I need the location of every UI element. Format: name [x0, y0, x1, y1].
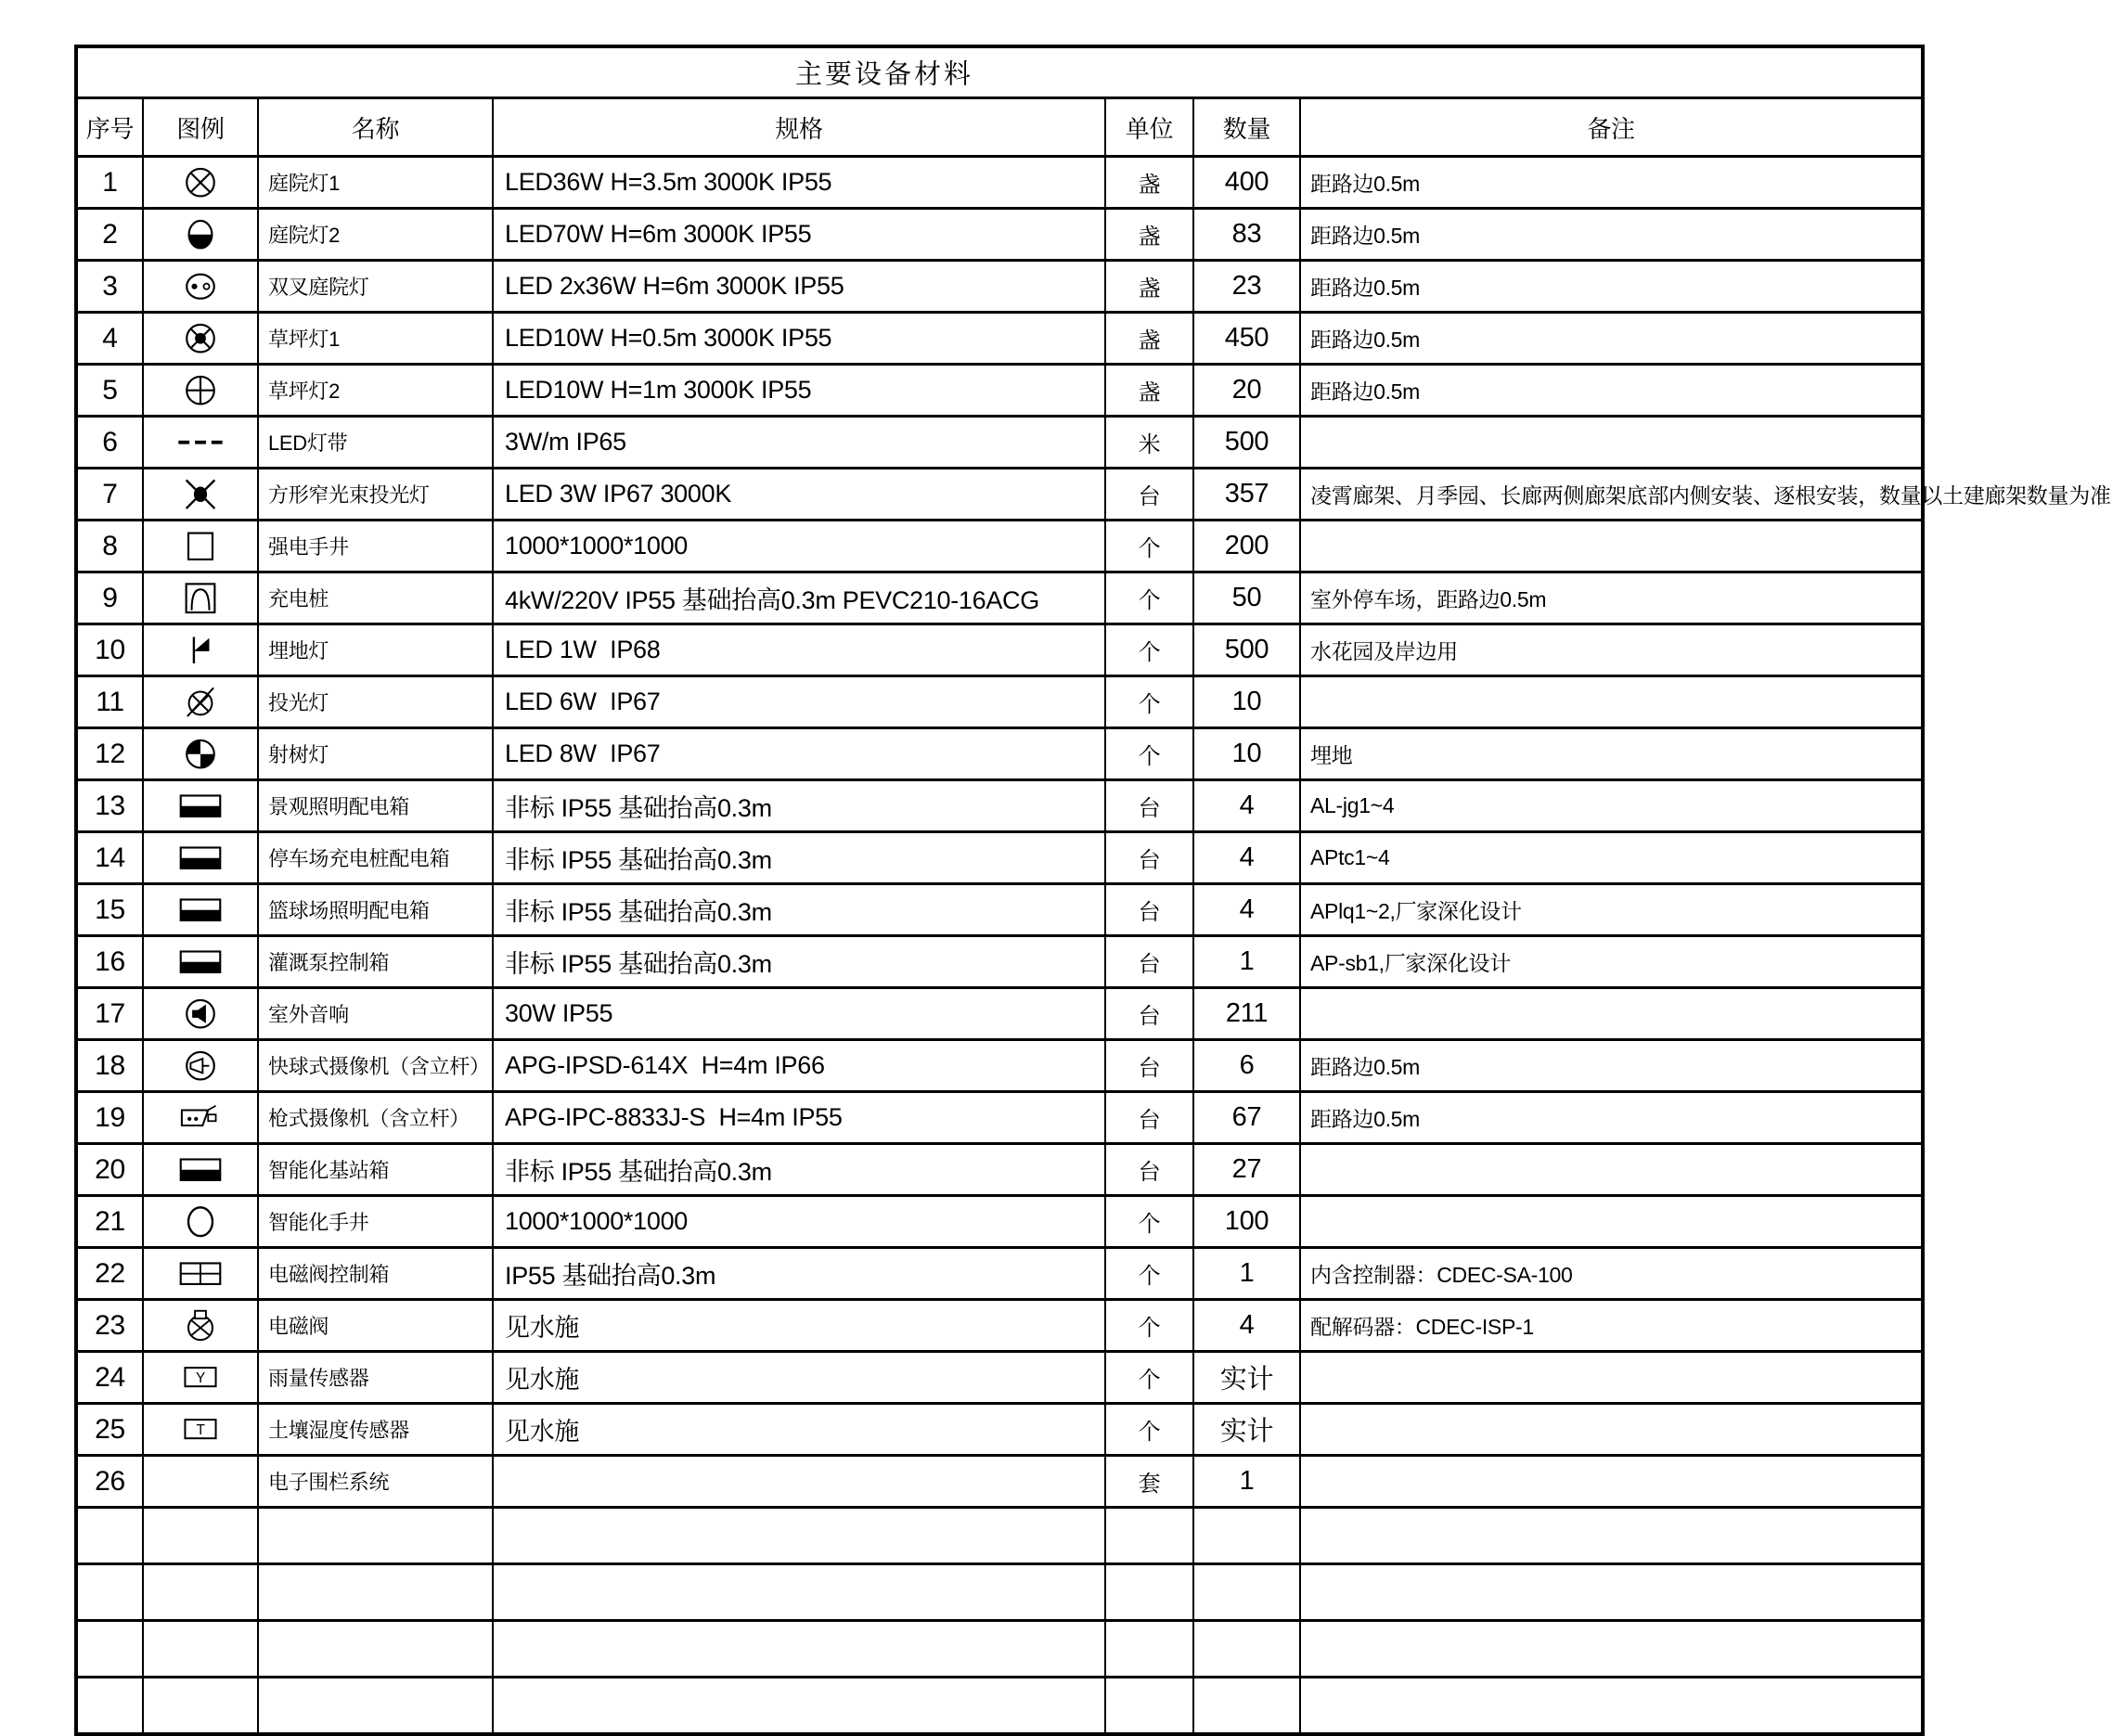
row-number — [76, 1621, 143, 1678]
table-row — [76, 417, 1923, 469]
row-number: 15 — [76, 884, 143, 936]
remark — [1300, 417, 1923, 469]
equipment-spec: APG-IPSD-614X H=4m IP66 — [493, 1040, 1105, 1092]
dome-camera-icon — [176, 1049, 225, 1082]
quadrant-circle-icon — [176, 738, 225, 770]
quantity: 500 — [1193, 624, 1300, 676]
svg-text:T: T — [196, 1421, 205, 1438]
legend-cell — [143, 1092, 258, 1144]
quantity: 100 — [1193, 1196, 1300, 1248]
unit: 个 — [1105, 1196, 1193, 1248]
row-number: 22 — [76, 1248, 143, 1300]
equipment-spec — [493, 1456, 1105, 1508]
unit — [1105, 1678, 1193, 1735]
quantity — [1193, 1508, 1300, 1564]
legend-cell — [143, 1248, 258, 1300]
quantity: 20 — [1193, 365, 1300, 417]
quantity: 211 — [1193, 988, 1300, 1040]
legend-cell — [143, 313, 258, 365]
remark: 配解码器：CDEC-ISP-1 — [1300, 1300, 1923, 1352]
equipment-name: 埋地灯 — [258, 624, 493, 676]
table-row — [76, 780, 1923, 832]
legend-cell — [143, 365, 258, 417]
remark: APlq1~2,厂家深化设计 — [1300, 884, 1923, 936]
crossed-circle-icon — [176, 166, 225, 199]
table-row — [76, 988, 1923, 1040]
row-number — [76, 1508, 143, 1564]
table-row — [76, 624, 1923, 676]
legend-cell — [143, 157, 258, 209]
quantity — [1193, 1564, 1300, 1621]
remark — [1300, 1404, 1923, 1456]
legend-cell — [143, 469, 258, 521]
row-number: 6 — [76, 417, 143, 469]
equipment-name: 快球式摄像机（含立杆） — [258, 1040, 493, 1092]
table-row — [76, 365, 1923, 417]
legend-cell — [143, 1678, 258, 1735]
legend-cell — [143, 1508, 258, 1564]
row-number: 1 — [76, 157, 143, 209]
quantity: 实计 — [1193, 1404, 1300, 1456]
legend-cell — [143, 261, 258, 313]
equipment-spec: LED36W H=3.5m 3000K IP55 — [493, 157, 1105, 209]
legend-cell — [143, 1196, 258, 1248]
grid-box-icon — [176, 1257, 225, 1290]
equipment-spec: 见水施 — [493, 1404, 1105, 1456]
equipment-name: 电磁阀 — [258, 1300, 493, 1352]
row-number: 4 — [76, 313, 143, 365]
row-number: 10 — [76, 624, 143, 676]
equipment-name: 庭院灯2 — [258, 209, 493, 261]
table-row — [76, 1404, 1923, 1456]
quantity: 500 — [1193, 417, 1300, 469]
equipment-name: 停车场充电桩配电箱 — [258, 832, 493, 884]
half-filled-box-icon — [176, 842, 225, 874]
quantity: 实计 — [1193, 1352, 1300, 1404]
quantity: 27 — [1193, 1144, 1300, 1196]
remark: 内含控制器：CDEC-SA-100 — [1300, 1248, 1923, 1300]
equipment-name — [258, 1564, 493, 1621]
unit: 台 — [1105, 1040, 1193, 1092]
table-row — [76, 676, 1923, 728]
unit: 台 — [1105, 936, 1193, 988]
table-row — [76, 1300, 1923, 1352]
row-number: 21 — [76, 1196, 143, 1248]
quantity: 357 — [1193, 469, 1300, 521]
remark: APtc1~4 — [1300, 832, 1923, 884]
equipment-spec: LED10W H=1m 3000K IP55 — [493, 365, 1105, 417]
unit: 台 — [1105, 780, 1193, 832]
legend-cell — [143, 1621, 258, 1678]
unit: 个 — [1105, 521, 1193, 572]
remark — [1300, 521, 1923, 572]
equipment-spec — [493, 1508, 1105, 1564]
equipment-name: 土壤湿度传感器 — [258, 1404, 493, 1456]
equipment-spec: 30W IP55 — [493, 988, 1105, 1040]
legend-cell — [143, 936, 258, 988]
equipment-schedule — [74, 45, 2111, 1736]
table-row — [76, 1248, 1923, 1300]
unit — [1105, 1508, 1193, 1564]
legend-cell — [143, 1352, 258, 1404]
legend-cell — [143, 676, 258, 728]
equipment-spec: IP55 基础抬高0.3m — [493, 1248, 1105, 1300]
table-row — [76, 1621, 1923, 1678]
half-filled-box-icon — [176, 945, 225, 978]
legend-cell — [143, 417, 258, 469]
legend-cell — [143, 988, 258, 1040]
table-row — [76, 1456, 1923, 1508]
equipment-name: 电子围栏系统 — [258, 1456, 493, 1508]
ellipse-icon — [176, 1205, 225, 1238]
row-number: 26 — [76, 1456, 143, 1508]
row-number: 14 — [76, 832, 143, 884]
row-number: 2 — [76, 209, 143, 261]
equipment-spec: 3W/m IP65 — [493, 417, 1105, 469]
quantity: 4 — [1193, 884, 1300, 936]
unit: 台 — [1105, 469, 1193, 521]
row-number: 12 — [76, 728, 143, 780]
table-row — [76, 1508, 1923, 1564]
equipment-spec: LED 8W IP67 — [493, 728, 1105, 780]
table-row — [76, 521, 1923, 572]
half-filled-box-icon — [176, 894, 225, 926]
quantity: 83 — [1193, 209, 1300, 261]
row-number: 23 — [76, 1300, 143, 1352]
table-row — [76, 469, 1923, 521]
equipment-spec: 非标 IP55 基础抬高0.3m — [493, 884, 1105, 936]
remark — [1300, 1621, 1923, 1678]
quantity: 4 — [1193, 780, 1300, 832]
remark — [1300, 1508, 1923, 1564]
crossed-circle-dot-icon — [176, 322, 225, 354]
remark: 距路边0.5m — [1300, 157, 1923, 209]
unit: 台 — [1105, 988, 1193, 1040]
unit: 个 — [1105, 1404, 1193, 1456]
remark: 距路边0.5m — [1300, 1040, 1923, 1092]
unit — [1105, 1621, 1193, 1678]
equipment-name: 充电桩 — [258, 572, 493, 624]
quantity: 450 — [1193, 313, 1300, 365]
table-row — [76, 1564, 1923, 1621]
col-header-remark: 备注 — [1300, 98, 1923, 157]
row-number: 16 — [76, 936, 143, 988]
equipment-spec: LED70W H=6m 3000K IP55 — [493, 209, 1105, 261]
equipment-name: 灌溉泵控制箱 — [258, 936, 493, 988]
remark — [1300, 1144, 1923, 1196]
equipment-name: 方形窄光束投光灯 — [258, 469, 493, 521]
remark — [1300, 1352, 1923, 1404]
legend-cell — [143, 1456, 258, 1508]
table-row — [76, 1144, 1923, 1196]
solenoid-valve-icon — [176, 1309, 225, 1342]
row-number: 8 — [76, 521, 143, 572]
svg-text:Y: Y — [196, 1370, 205, 1386]
legend-cell — [143, 832, 258, 884]
row-number: 5 — [76, 365, 143, 417]
row-number: 13 — [76, 780, 143, 832]
equipment-spec: 非标 IP55 基础抬高0.3m — [493, 780, 1105, 832]
equipment-spec: LED 2x36W H=6m 3000K IP55 — [493, 261, 1105, 313]
legend-cell — [143, 1404, 258, 1456]
remark — [1300, 1678, 1923, 1735]
unit: 台 — [1105, 1092, 1193, 1144]
col-header-unit: 单位 — [1105, 98, 1193, 157]
quantity: 23 — [1193, 261, 1300, 313]
legend-cell — [143, 1564, 258, 1621]
remark: 水花园及岸边用 — [1300, 624, 1923, 676]
quantity: 1 — [1193, 936, 1300, 988]
equipment-spec: 4kW/220V IP55 基础抬高0.3m PEVC210-16ACG — [493, 572, 1105, 624]
remark: 埋地 — [1300, 728, 1923, 780]
remark — [1300, 1564, 1923, 1621]
row-number: 18 — [76, 1040, 143, 1092]
table-title: 主要设备材料 — [794, 59, 974, 90]
square-icon — [176, 530, 225, 562]
half-filled-circle-icon — [176, 218, 225, 251]
unit: 台 — [1105, 832, 1193, 884]
plus-circle-icon — [176, 374, 225, 406]
unit: 台 — [1105, 1144, 1193, 1196]
equipment-spec — [493, 1564, 1105, 1621]
legend-cell — [143, 1040, 258, 1092]
equipment-name: 枪式摄像机（含立杆） — [258, 1092, 493, 1144]
equipment-name: 室外音响 — [258, 988, 493, 1040]
double-socket-circle-icon — [176, 270, 225, 302]
equipment-name — [258, 1508, 493, 1564]
remark — [1300, 1196, 1923, 1248]
unit: 个 — [1105, 676, 1193, 728]
unit: 盏 — [1105, 313, 1193, 365]
t-box-icon — [176, 1413, 225, 1446]
table-row — [76, 936, 1923, 988]
y-box-icon — [176, 1361, 225, 1394]
equipment-spec: APG-IPC-8833J-S H=4m IP55 — [493, 1092, 1105, 1144]
row-number: 9 — [76, 572, 143, 624]
row-number: 19 — [76, 1092, 143, 1144]
legend-cell — [143, 780, 258, 832]
remark: 距路边0.5m — [1300, 313, 1923, 365]
row-number: 20 — [76, 1144, 143, 1196]
equipment-spec: LED10W H=0.5m 3000K IP55 — [493, 313, 1105, 365]
legend-cell — [143, 624, 258, 676]
quantity — [1193, 1621, 1300, 1678]
equipment-spec: LED 1W IP68 — [493, 624, 1105, 676]
table-row — [76, 1092, 1923, 1144]
equipment-name: 智能化手井 — [258, 1196, 493, 1248]
remark: 室外停车场，距路边0.5m — [1300, 572, 1923, 624]
unit: 个 — [1105, 728, 1193, 780]
row-number: 24 — [76, 1352, 143, 1404]
table-row — [76, 261, 1923, 313]
remark: 凌霄廊架、月季园、长廊两侧廊架底部内侧安装、逐根安装，数量以土建廊架数量为准 — [1300, 469, 1923, 521]
unit: 个 — [1105, 1248, 1193, 1300]
equipment-spec: 1000*1000*1000 — [493, 1196, 1105, 1248]
equipment-name: 雨量传感器 — [258, 1352, 493, 1404]
equipment-name: 篮球场照明配电箱 — [258, 884, 493, 936]
table-row — [76, 209, 1923, 261]
row-number: 11 — [76, 676, 143, 728]
equipment-name: 智能化基站箱 — [258, 1144, 493, 1196]
unit: 个 — [1105, 1352, 1193, 1404]
unit: 盏 — [1105, 157, 1193, 209]
remark — [1300, 676, 1923, 728]
equipment-spec: 非标 IP55 基础抬高0.3m — [493, 936, 1105, 988]
bullet-camera-icon — [176, 1101, 225, 1134]
remark — [1300, 1456, 1923, 1508]
unit: 个 — [1105, 624, 1193, 676]
table-row — [76, 1352, 1923, 1404]
equipment-table — [74, 45, 2111, 1736]
unit: 个 — [1105, 1300, 1193, 1352]
half-filled-box-icon — [176, 790, 225, 822]
equipment-spec: LED 6W IP67 — [493, 676, 1105, 728]
quantity: 10 — [1193, 676, 1300, 728]
remark: 距路边0.5m — [1300, 209, 1923, 261]
table-row — [76, 1040, 1923, 1092]
quantity: 10 — [1193, 728, 1300, 780]
equipment-name: 电磁阀控制箱 — [258, 1248, 493, 1300]
speaker-circle-icon — [176, 997, 225, 1030]
row-number: 25 — [76, 1404, 143, 1456]
equipment-spec: 非标 IP55 基础抬高0.3m — [493, 832, 1105, 884]
equipment-spec: 非标 IP55 基础抬高0.3m — [493, 1144, 1105, 1196]
legend-cell — [143, 209, 258, 261]
table-row — [76, 572, 1923, 624]
table-row — [76, 884, 1923, 936]
slashed-crossed-circle-icon — [176, 686, 225, 718]
remark: 距路边0.5m — [1300, 365, 1923, 417]
equipment-name: LED灯带 — [258, 417, 493, 469]
legend-cell — [143, 1144, 258, 1196]
row-number: 3 — [76, 261, 143, 313]
row-number: 7 — [76, 469, 143, 521]
table-row — [76, 157, 1923, 209]
equipment-name: 强电手井 — [258, 521, 493, 572]
equipment-spec — [493, 1678, 1105, 1735]
col-header-legend: 图例 — [143, 98, 258, 157]
half-filled-box-icon — [176, 1153, 225, 1186]
unit: 台 — [1105, 884, 1193, 936]
equipment-spec: 1000*1000*1000 — [493, 521, 1105, 572]
equipment-name — [258, 1678, 493, 1735]
row-number — [76, 1678, 143, 1735]
legend-cell — [143, 884, 258, 936]
unit: 个 — [1105, 572, 1193, 624]
remark — [1300, 988, 1923, 1040]
remark: 距路边0.5m — [1300, 261, 1923, 313]
charging-pile-icon — [176, 582, 225, 614]
col-header-name: 名称 — [258, 98, 493, 157]
table-row — [76, 728, 1923, 780]
equipment-name — [258, 1621, 493, 1678]
quantity — [1193, 1678, 1300, 1735]
header-row — [76, 98, 1923, 157]
row-number: 17 — [76, 988, 143, 1040]
remark: 距路边0.5m — [1300, 1092, 1923, 1144]
table-row — [76, 832, 1923, 884]
table-row — [76, 1196, 1923, 1248]
beam-cross-icon — [176, 478, 225, 510]
quantity: 50 — [1193, 572, 1300, 624]
equipment-name: 双叉庭院灯 — [258, 261, 493, 313]
equipment-spec: 见水施 — [493, 1352, 1105, 1404]
title-cell — [76, 46, 1923, 98]
unit: 米 — [1105, 417, 1193, 469]
title-row — [76, 46, 1923, 98]
unit — [1105, 1564, 1193, 1621]
quantity: 4 — [1193, 1300, 1300, 1352]
legend-cell — [143, 1300, 258, 1352]
dashed-line-icon — [176, 426, 225, 458]
legend-cell — [143, 728, 258, 780]
col-header-spec: 规格 — [493, 98, 1105, 157]
unit: 盏 — [1105, 261, 1193, 313]
quantity: 6 — [1193, 1040, 1300, 1092]
quantity: 67 — [1193, 1092, 1300, 1144]
unit: 盏 — [1105, 209, 1193, 261]
equipment-spec — [493, 1621, 1105, 1678]
equipment-name: 庭院灯1 — [258, 157, 493, 209]
unit: 盏 — [1105, 365, 1193, 417]
quantity: 1 — [1193, 1248, 1300, 1300]
legend-cell — [143, 521, 258, 572]
quantity: 200 — [1193, 521, 1300, 572]
remark: AP-sb1,厂家深化设计 — [1300, 936, 1923, 988]
equipment-name: 草坪灯2 — [258, 365, 493, 417]
unit: 套 — [1105, 1456, 1193, 1508]
equipment-name: 景观照明配电箱 — [258, 780, 493, 832]
table-row — [76, 1678, 1923, 1735]
equipment-name: 草坪灯1 — [258, 313, 493, 365]
equipment-name: 投光灯 — [258, 676, 493, 728]
buried-light-icon — [176, 634, 225, 666]
table-body — [76, 157, 2111, 1735]
legend-cell — [143, 572, 258, 624]
remark: AL-jg1~4 — [1300, 780, 1923, 832]
quantity: 1 — [1193, 1456, 1300, 1508]
equipment-name: 射树灯 — [258, 728, 493, 780]
row-number — [76, 1564, 143, 1621]
table-row — [76, 313, 1923, 365]
equipment-spec: LED 3W IP67 3000K — [493, 469, 1105, 521]
col-header-qty: 数量 — [1193, 98, 1300, 157]
equipment-spec: 见水施 — [493, 1300, 1105, 1352]
col-header-no: 序号 — [76, 98, 143, 157]
quantity: 400 — [1193, 157, 1300, 209]
quantity: 4 — [1193, 832, 1300, 884]
